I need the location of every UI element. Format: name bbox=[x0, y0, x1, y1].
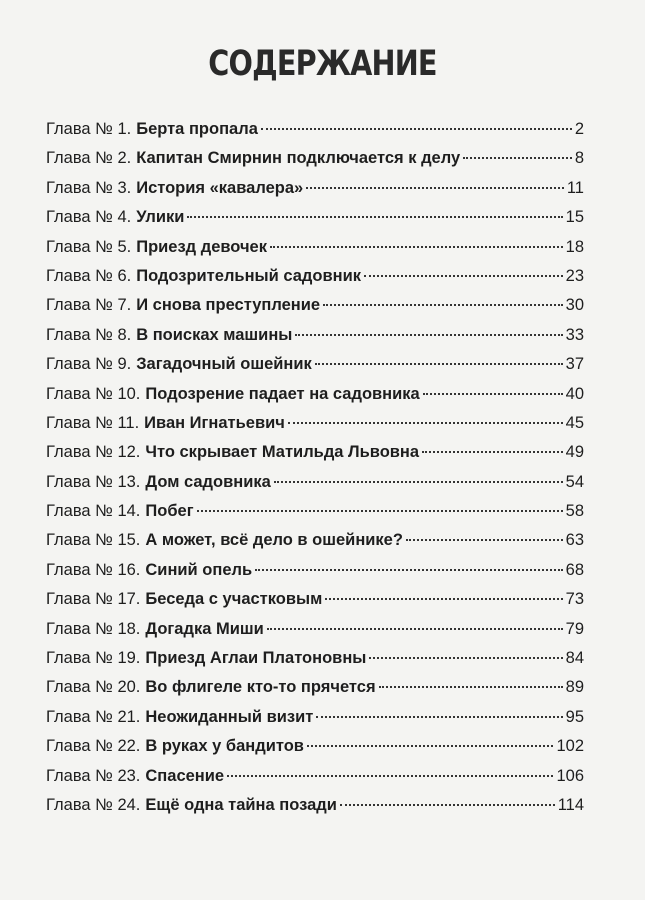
chapter-number: Глава № 11. bbox=[46, 413, 140, 432]
dot-leader bbox=[307, 743, 554, 747]
chapter-title: История «кавалера» bbox=[136, 178, 304, 197]
toc-entry bbox=[46, 762, 584, 791]
page-number: 18 bbox=[565, 237, 584, 256]
toc-entry bbox=[46, 585, 584, 614]
page-number: 89 bbox=[565, 678, 584, 697]
dot-leader bbox=[187, 214, 562, 218]
page-number: 84 bbox=[565, 649, 584, 668]
chapter-title: Подозрение падает на садовника bbox=[145, 384, 420, 403]
toc-entry bbox=[46, 350, 584, 379]
toc-entry bbox=[46, 791, 584, 820]
page-number: 49 bbox=[565, 443, 584, 462]
page-title: СОДЕРЖАНИЕ bbox=[208, 44, 437, 84]
chapter-title: Ещё одна тайна позади bbox=[145, 795, 337, 814]
chapter-title: Улики bbox=[136, 208, 185, 227]
chapter-title: В поисках машины bbox=[136, 325, 293, 344]
toc-entry bbox=[46, 644, 584, 673]
chapter-number: Глава № 6. bbox=[46, 266, 132, 285]
page-number: 23 bbox=[565, 266, 584, 285]
dot-leader bbox=[463, 155, 572, 159]
chapter-number: Глава № 22. bbox=[46, 737, 141, 756]
chapter-number: Глава № 24. bbox=[46, 795, 141, 814]
page-number: 40 bbox=[565, 384, 584, 403]
page-number: 114 bbox=[557, 795, 584, 814]
chapter-number: Глава № 12. bbox=[46, 443, 141, 462]
page-number: 30 bbox=[565, 296, 584, 315]
toc-entry bbox=[46, 673, 584, 702]
page-number: 95 bbox=[565, 707, 584, 726]
toc-entry bbox=[46, 468, 584, 497]
toc-entry bbox=[46, 174, 584, 203]
dot-leader bbox=[197, 508, 563, 512]
dot-leader bbox=[340, 802, 555, 806]
toc-entry bbox=[46, 556, 584, 585]
toc-entry bbox=[46, 144, 584, 173]
toc-entry bbox=[46, 380, 584, 409]
toc-entry bbox=[46, 321, 584, 350]
dot-leader bbox=[316, 714, 562, 718]
chapter-number: Глава № 20. bbox=[46, 678, 141, 697]
toc-entry bbox=[46, 615, 584, 644]
toc-entry bbox=[46, 203, 584, 232]
page-number: 102 bbox=[556, 737, 584, 756]
chapter-number: Глава № 23. bbox=[46, 766, 141, 785]
dot-leader bbox=[295, 332, 562, 336]
dot-leader bbox=[267, 626, 563, 630]
chapter-number: Глава № 7. bbox=[46, 296, 132, 315]
toc-entry bbox=[46, 291, 584, 320]
page-number: 37 bbox=[565, 355, 584, 374]
page-number: 63 bbox=[565, 531, 584, 550]
chapter-number: Глава № 15. bbox=[46, 531, 141, 550]
page-number: 106 bbox=[556, 766, 584, 785]
chapter-number: Глава № 16. bbox=[46, 560, 141, 579]
dot-leader bbox=[315, 361, 563, 365]
chapter-title: И снова преступление bbox=[136, 296, 321, 315]
page-number: 8 bbox=[574, 149, 584, 168]
toc-entry bbox=[46, 526, 584, 555]
chapter-number: Глава № 14. bbox=[46, 502, 141, 521]
page-number: 15 bbox=[565, 208, 584, 227]
dot-leader bbox=[255, 567, 563, 571]
chapter-number: Глава № 4. bbox=[46, 208, 132, 227]
chapter-number: Глава № 5. bbox=[46, 237, 132, 256]
chapter-title: Побег bbox=[145, 502, 194, 521]
chapter-title: Дом садовника bbox=[145, 472, 271, 491]
chapter-title: Приезд девочек bbox=[136, 237, 267, 256]
dot-leader bbox=[422, 449, 563, 453]
dot-leader bbox=[423, 391, 563, 395]
chapter-title: Загадочный ошейник bbox=[136, 355, 312, 374]
dot-leader bbox=[323, 302, 563, 306]
chapter-number: Глава № 2. bbox=[46, 149, 132, 168]
chapter-title: Неожиданный визит bbox=[145, 707, 314, 726]
toc-entry bbox=[46, 497, 584, 526]
page-number: 68 bbox=[565, 560, 584, 579]
page-number: 73 bbox=[565, 590, 584, 609]
chapter-number: Глава № 18. bbox=[46, 619, 141, 638]
chapter-title: Догадка Миши bbox=[145, 619, 264, 638]
chapter-title: Синий опель bbox=[145, 560, 253, 579]
chapter-title: А может, всё дело в ошейнике? bbox=[145, 531, 403, 550]
dot-leader bbox=[369, 655, 562, 659]
dot-leader bbox=[306, 185, 564, 189]
chapter-title: Что скрывает Матильда Львовна bbox=[145, 443, 420, 462]
dot-leader bbox=[288, 420, 563, 424]
chapter-number: Глава № 13. bbox=[46, 472, 141, 491]
chapter-number: Глава № 10. bbox=[46, 384, 141, 403]
toc-entry bbox=[46, 233, 584, 262]
page-number: 11 bbox=[566, 178, 584, 197]
chapter-number: Глава № 19. bbox=[46, 649, 141, 668]
dot-leader bbox=[406, 537, 563, 541]
chapter-number: Глава № 9. bbox=[46, 355, 132, 374]
chapter-number: Глава № 21. bbox=[46, 707, 141, 726]
page-number: 58 bbox=[565, 502, 584, 521]
chapter-title: Спасение bbox=[145, 766, 225, 785]
dot-leader bbox=[325, 596, 562, 600]
chapter-number: Глава № 17. bbox=[46, 590, 141, 609]
toc-entry bbox=[46, 438, 584, 467]
toc-entry bbox=[46, 703, 584, 732]
chapter-number: Глава № 8. bbox=[46, 325, 132, 344]
toc-entry bbox=[46, 262, 584, 291]
chapter-title: Иван Игнатьевич bbox=[144, 413, 285, 432]
chapter-number: Глава № 3. bbox=[46, 178, 132, 197]
chapter-title: Во флигеле кто-то прячется bbox=[145, 678, 376, 697]
dot-leader bbox=[274, 479, 563, 483]
page-number: 45 bbox=[565, 413, 584, 432]
dot-leader bbox=[364, 273, 563, 277]
chapter-title: Приезд Аглаи Платоновны bbox=[145, 649, 367, 668]
page-number: 33 bbox=[565, 325, 584, 344]
dot-leader bbox=[270, 244, 563, 248]
chapter-number: Глава № 1. bbox=[46, 120, 132, 138]
dot-leader bbox=[227, 773, 553, 777]
page-number: 2 bbox=[574, 120, 584, 138]
page-number: 54 bbox=[565, 472, 584, 491]
chapter-title: В руках у бандитов bbox=[145, 737, 304, 756]
chapter-title: Берта пропала bbox=[136, 120, 258, 138]
table-of-contents bbox=[46, 115, 584, 820]
dot-leader bbox=[261, 126, 572, 130]
chapter-title: Капитан Смирнин подключается к делу bbox=[136, 149, 461, 168]
chapter-title: Подозрительный садовник bbox=[136, 266, 361, 285]
page-number: 79 bbox=[565, 619, 584, 638]
chapter-title: Беседа с участковым bbox=[145, 590, 323, 609]
dot-leader bbox=[379, 684, 563, 688]
toc-entry bbox=[46, 732, 584, 761]
toc-entry bbox=[46, 115, 584, 144]
toc-entry bbox=[46, 409, 584, 438]
